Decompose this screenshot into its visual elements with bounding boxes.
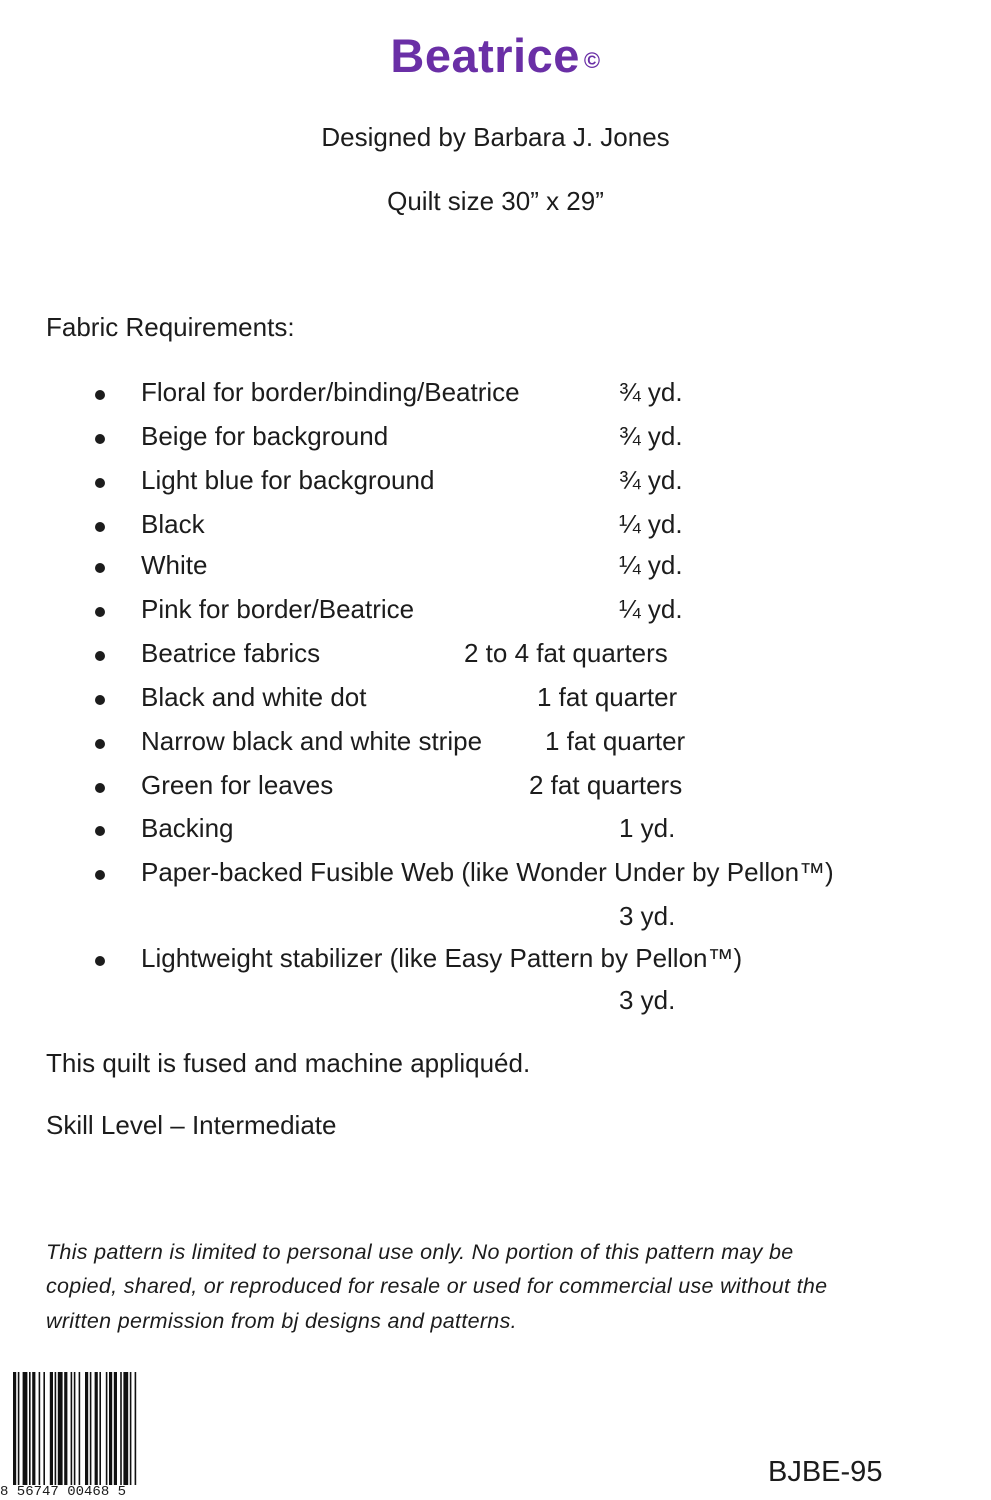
fabric-label: White [141,550,208,580]
fabric-quantity: 1 yd. [619,813,676,843]
bullet-icon [95,826,105,836]
bullet-icon [95,478,105,488]
fabric-quantity: ¼ yd. [619,550,683,580]
barcode-bar [123,1372,128,1485]
barcode-bar [130,1372,132,1485]
barcode-bar [23,1372,28,1485]
copyright-symbol: © [583,48,601,73]
barcode-bar [50,1372,53,1485]
fabric-quantity: ¼ yd. [619,594,683,624]
barcode-bar [55,1372,57,1485]
notice-line: copied, shared, or reproduced for resale or used for commercial use without the [46,1274,828,1298]
fabric-label: Beatrice fabrics [141,638,321,668]
barcode-bar [71,1372,73,1485]
pattern-title [0,28,991,83]
fabric-quantity: ¼ yd. [619,509,683,539]
bullet-icon [95,563,105,573]
fabric-quantity: ¾ yd. [619,377,683,407]
barcode-bar [106,1372,108,1485]
fabric-label: Lightweight stabilizer (like Easy Pattern by Pellon™) [141,943,743,973]
notice-line: written permission from bj designs and patterns. [46,1309,517,1333]
fabric-quantity: 1 fat quarter [537,682,678,712]
barcode-bar [29,1372,31,1485]
barcode-bar [135,1372,137,1485]
barcode-bar [114,1372,117,1485]
barcode-bar [58,1372,63,1485]
barcode-bar [95,1372,98,1485]
bullet-icon [95,434,105,444]
fabric-quantity: 3 yd. [619,901,676,931]
barcode-bar [74,1372,76,1485]
fabric-label: Paper-backed Fusible Web (like Wonder Under by Pellon™) [141,857,834,887]
bullet-icon [95,522,105,532]
bullet-icon [95,651,105,661]
fabric-label: Backing [141,813,234,843]
barcode-bar [109,1372,112,1485]
quilt-size: Quilt size 30” x 29” [387,186,604,216]
barcode-bar [43,1372,45,1485]
bullet-icon [95,607,105,617]
fabric-quantity: 2 to 4 fat quarters [464,638,668,668]
fabric-label: Black [141,509,205,539]
title-text: Beatrice [390,29,580,82]
barcode-bar [32,1372,35,1485]
fabric-quantity: 3 yd. [619,985,676,1015]
pattern-code: BJBE-95 [768,1456,883,1488]
barcode-bar [79,1372,81,1485]
bullet-icon [95,870,105,880]
fabric-label: Black and white dot [141,682,367,712]
fabric-quantity: ¾ yd. [619,421,683,451]
bullet-icon [95,783,105,793]
bullet-icon [95,739,105,749]
barcode-bar [85,1372,88,1485]
fabric-quantity: 1 fat quarter [545,726,686,756]
fabric-label: Light blue for background [141,465,435,495]
barcode-bar [99,1372,101,1485]
fabric-label: Green for leaves [141,770,334,800]
fabric-quantity: ¾ yd. [619,465,683,495]
construction-note: This quilt is fused and machine appliquéd. [46,1048,531,1078]
bullet-icon [95,695,105,705]
fabric-requirements-heading: Fabric Requirements: [46,312,295,342]
fabric-label: Narrow black and white stripe [141,726,483,756]
barcode [13,1372,173,1485]
fabric-label: Floral for border/binding/Beatrice [141,377,520,407]
fabric-quantity: 2 fat quarters [529,770,683,800]
barcode-bar [13,1372,16,1485]
notice-line: This pattern is limited to personal use only. No portion of this pattern may be [46,1240,794,1264]
barcode-bar [90,1372,92,1485]
barcode-bar [39,1372,41,1485]
barcode-bar [120,1372,122,1485]
fabric-label: Beige for background [141,421,389,451]
skill-level: Skill Level – Intermediate [46,1110,337,1140]
bullet-icon [95,956,105,966]
barcode-digits: 8 56747 00468 5 [0,1484,127,1500]
designer-line: Designed by Barbara J. Jones [321,122,670,152]
bullet-icon [95,390,105,400]
fabric-label: Pink for border/Beatrice [141,594,415,624]
barcode-bar [64,1372,67,1485]
barcode-bar [18,1372,20,1485]
